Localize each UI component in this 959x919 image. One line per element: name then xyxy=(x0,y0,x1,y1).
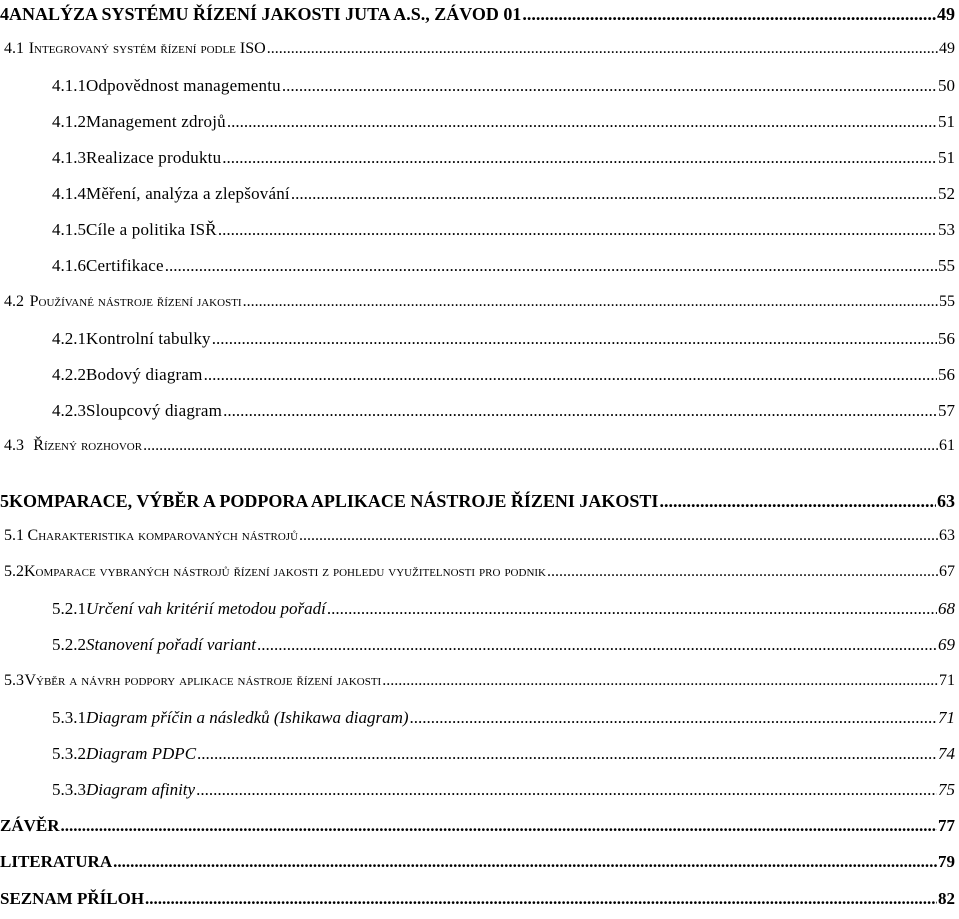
toc-entry[interactable] xyxy=(0,491,955,512)
toc-entry[interactable] xyxy=(0,365,955,385)
toc-entry-number: 4.2.3 xyxy=(52,401,86,420)
toc-leader-dots xyxy=(222,148,937,168)
toc-entry-title: Management zdrojů xyxy=(86,112,226,131)
toc-entry[interactable] xyxy=(0,293,955,311)
toc-entry-page: 69 xyxy=(938,635,955,654)
toc-leader-dots xyxy=(61,816,937,836)
toc-entry-number: 5.3.1 xyxy=(52,708,86,727)
toc-entry[interactable] xyxy=(0,852,955,872)
toc-entry[interactable] xyxy=(0,744,955,764)
toc-entry-page: 56 xyxy=(938,329,955,348)
toc-leader-dots xyxy=(218,220,937,240)
toc-entry-number: 4.1.4 xyxy=(52,184,86,203)
toc-entry[interactable] xyxy=(0,112,955,132)
toc-entry-number: 5.2.2 xyxy=(52,635,86,654)
toc-leader-dots xyxy=(113,852,937,872)
toc-entry[interactable] xyxy=(0,563,955,581)
toc-entry-title: SEZNAM PŘÍLOH xyxy=(0,889,145,908)
toc-leader-dots xyxy=(282,76,937,96)
toc-entry-page: 74 xyxy=(938,744,955,763)
toc-entry-title: Cíle a politika ISŘ xyxy=(86,220,217,239)
toc-entry-title: Výběr a návrh podpory aplikace nástroje řízení jakosti xyxy=(24,672,382,689)
toc-entry-page: 49 xyxy=(937,4,955,24)
toc-entry[interactable] xyxy=(0,708,955,728)
toc-entry[interactable] xyxy=(0,780,955,800)
toc-entry-title: Komparace vybraných nástrojů řízení jakosti z pohledu využitelnosti pro podnik xyxy=(24,563,546,580)
toc-entry[interactable] xyxy=(0,635,955,655)
toc-entry-number: 4.1.6 xyxy=(52,256,86,275)
toc-leader-dots xyxy=(196,780,937,800)
toc-leader-dots xyxy=(382,672,938,690)
toc-entry-number: 5.2 xyxy=(4,563,24,580)
toc-leader-dots xyxy=(522,4,936,25)
toc-entry-page: 52 xyxy=(938,184,955,203)
toc-entry-page: 77 xyxy=(938,816,955,835)
toc-entry-page: 71 xyxy=(939,672,955,689)
toc-leader-dots xyxy=(243,293,938,311)
toc-entry-page: 67 xyxy=(939,563,955,580)
toc-entry-title: Měření, analýza a zlepšování xyxy=(86,184,290,203)
toc-entry-page: 56 xyxy=(938,365,955,384)
toc-entry-title: Bodový diagram xyxy=(86,365,203,384)
toc-entry-page: 51 xyxy=(938,112,955,131)
toc-entry-title: KOMPARACE, VÝBĚR A PODPORA APLIKACE NÁSTROJE ŘÍZENI JAKOSTI xyxy=(9,491,659,511)
toc-entry-page: 79 xyxy=(938,852,955,871)
toc-entry-title: Sloupcový diagram xyxy=(86,401,223,420)
toc-entry-page: 49 xyxy=(939,40,955,57)
toc-leader-dots xyxy=(327,599,937,619)
toc-entry[interactable] xyxy=(0,527,955,545)
toc-leader-dots xyxy=(291,184,937,204)
toc-entry-number: 5.2.1 xyxy=(52,599,86,618)
toc-leader-dots xyxy=(204,365,937,385)
toc-entry-number: 5.3.3 xyxy=(52,780,86,799)
toc-entry[interactable] xyxy=(0,40,955,58)
toc-entry-title: Diagram příčin a následků (Ishikawa diagram) xyxy=(86,708,409,727)
toc-leader-dots xyxy=(659,491,936,512)
toc-entry-number: 4.2.1 xyxy=(52,329,86,348)
toc-entry-page: 75 xyxy=(938,780,955,799)
toc-entry[interactable] xyxy=(0,599,955,619)
toc-entry[interactable] xyxy=(0,4,955,25)
toc-entry-title: Realizace produktu xyxy=(86,148,222,167)
toc-entry-title: Odpovědnost managementu xyxy=(86,76,281,95)
toc-entry-number: 4.2.2 xyxy=(52,365,86,384)
toc-entry-number: 4.1.3 xyxy=(52,148,86,167)
toc-entry-title: Diagram PDPC xyxy=(86,744,197,763)
toc-entry-number: 4.1.5 xyxy=(52,220,86,239)
toc-entry-page: 55 xyxy=(938,256,955,275)
toc-entry-page: 51 xyxy=(938,148,955,167)
toc-entry-title: LITERATURA xyxy=(0,852,113,871)
toc-entry-title: Řízený rozhovor xyxy=(33,437,143,454)
toc-entry-title: ANALÝZA SYSTÉMU ŘÍZENÍ JAKOSTI JUTA A.S., ZÁVOD 01 xyxy=(9,4,522,24)
toc-leader-dots xyxy=(223,401,937,421)
toc-entry[interactable] xyxy=(0,437,955,455)
toc-entry-page: 57 xyxy=(938,401,955,420)
toc-leader-dots xyxy=(257,635,937,655)
toc-entry-page: 68 xyxy=(938,599,955,618)
toc-entry-page: 55 xyxy=(939,293,955,310)
toc-entry-number: 4.1 xyxy=(4,40,24,57)
toc-entry-number: 5.3.2 xyxy=(52,744,86,763)
toc-leader-dots xyxy=(145,889,937,909)
toc-leader-dots xyxy=(410,708,937,728)
toc-entry-title: Charakteristika komparovaných nástrojů xyxy=(27,527,299,544)
toc-entry-number: 5 xyxy=(0,491,9,511)
toc-entry[interactable] xyxy=(0,329,955,349)
toc-entry-title: Určení vah kritérií metodou pořadí xyxy=(86,599,326,618)
toc-entry-title: Diagram afinity xyxy=(86,780,196,799)
toc-entry-title: Kontrolní tabulky xyxy=(86,329,211,348)
toc-leader-dots xyxy=(197,744,937,764)
toc-entry[interactable] xyxy=(0,76,955,96)
toc-entry-page: 63 xyxy=(937,491,955,511)
toc-entry-title: Certifikace xyxy=(86,256,164,275)
toc-entry-number: 4.3 xyxy=(4,437,24,454)
toc-entry[interactable] xyxy=(0,256,955,276)
toc-entry-number: 4.1.1 xyxy=(52,76,86,95)
toc-entry[interactable] xyxy=(0,148,955,168)
toc-entry[interactable] xyxy=(0,816,955,836)
toc-entry[interactable] xyxy=(0,220,955,240)
toc-entry-page: 71 xyxy=(938,708,955,727)
toc-leader-dots xyxy=(267,40,938,58)
toc-entry-title: Stanovení pořadí variant xyxy=(86,635,256,654)
toc-entry-number: 4.2 xyxy=(4,293,24,310)
toc-entry-number: 4 xyxy=(0,4,9,24)
toc-entry-page: 53 xyxy=(938,220,955,239)
toc-leader-dots xyxy=(299,527,938,545)
toc-entry[interactable] xyxy=(0,889,955,909)
toc-leader-dots xyxy=(165,256,937,276)
toc-leader-dots xyxy=(547,563,938,581)
toc-entry-page: 82 xyxy=(938,889,955,908)
toc-entry-number: 5.1 xyxy=(4,527,24,544)
toc-entry[interactable] xyxy=(0,672,955,690)
toc-entry-page: 63 xyxy=(939,527,955,544)
toc-entry-page: 61 xyxy=(939,437,955,454)
toc-entry-page: 50 xyxy=(938,76,955,95)
toc-entry-title: ZÁVĚR xyxy=(0,816,60,835)
toc-entry-number: 4.1.2 xyxy=(52,112,86,131)
toc-entry-title: Integrovaný systém řízení podle ISO xyxy=(28,40,266,57)
toc-leader-dots xyxy=(227,112,937,132)
toc-entry-title: Používané nástroje řízení jakosti xyxy=(29,293,242,310)
toc-entry[interactable] xyxy=(0,401,955,421)
toc-leader-dots xyxy=(212,329,937,349)
toc-leader-dots xyxy=(143,437,938,455)
toc-entry[interactable] xyxy=(0,184,955,204)
toc-entry-number: 5.3 xyxy=(4,672,24,689)
